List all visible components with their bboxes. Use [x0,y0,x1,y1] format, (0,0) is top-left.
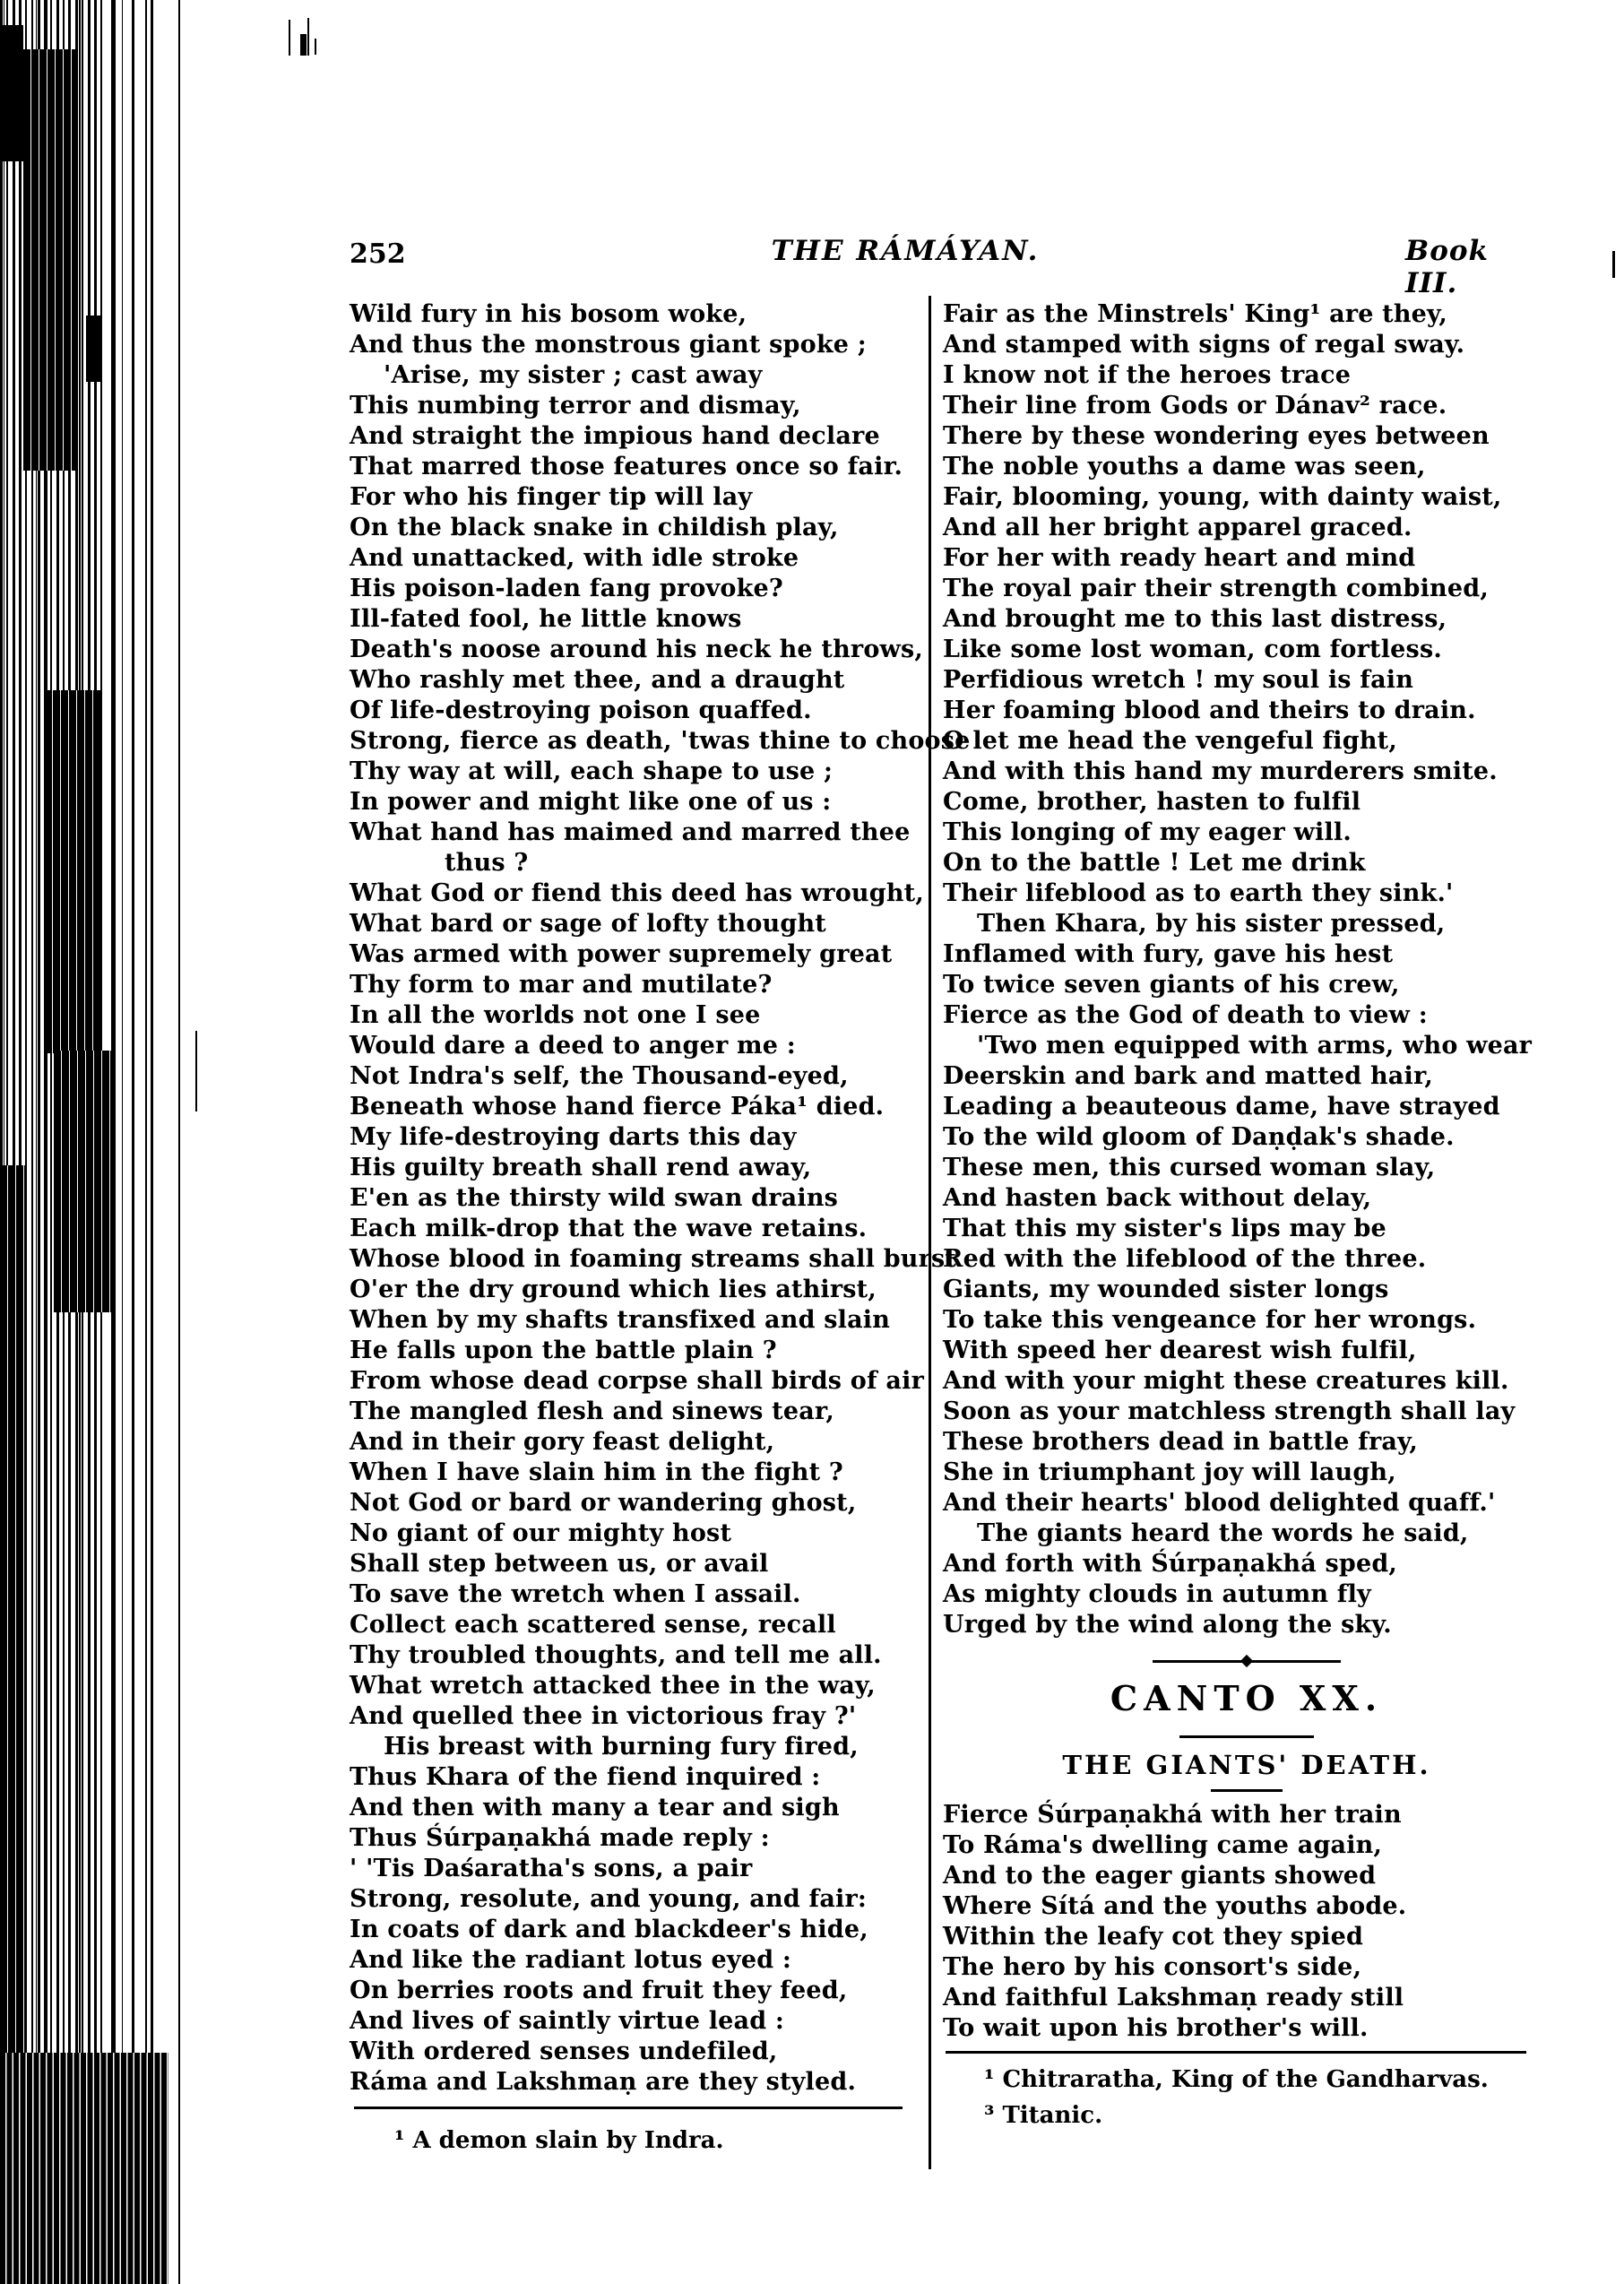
poem-line: thus ? [445,849,529,877]
poem-line: Not God or bard or wandering ghost, [350,1489,857,1517]
poem-line: Their line from Gods or Dánav² race. [943,392,1447,420]
poem-line: This numbing terror and dismay, [350,392,801,420]
scan-tick [289,20,290,56]
poem-line: Fierce Śúrpaṇakhá with her train [943,1801,1402,1829]
poem-line: Like some lost woman, com fortless. [943,636,1442,663]
right-column-canto-stanza [943,1800,1552,2044]
page-header [0,235,1624,299]
poem-line: As mighty clouds in autumn fly [943,1580,1371,1608]
poem-line: Perfidious wretch ! my soul is fain [943,666,1414,694]
poem-line: To save the wretch when I assail. [350,1580,801,1608]
poem-line: Not Indra's self, the Thousand-eyed, [350,1062,849,1090]
poem-line: In coats of dark and blackdeer's hide, [350,1916,868,1943]
poem-line: Then Khara, by his sister pressed, [977,910,1446,938]
poem-line: Of life-destroying poison quaffed. [350,696,812,724]
scan-tick [307,18,309,56]
poem-line: Red with the lifeblood of the three. [943,1245,1427,1273]
poem-line: Ráma and Lakshmaṇ are they styled. [350,2068,857,2096]
poem-line: With ordered senses undefiled, [350,2037,778,2065]
page-number: 252 [350,238,406,270]
footnote-line: ¹ Chitraratha, King of the Gandharvas. [984,2066,1489,2093]
left-footnote-rule [354,2107,903,2109]
poem-line: Death's noose around his neck he throws, [350,636,923,663]
poem-line: These brothers dead in battle fray, [943,1428,1419,1456]
poem-line: O let me head the vengeful fight, [943,727,1397,755]
poem-line: And in their gory feast delight, [350,1428,775,1456]
poem-line: When I have slain him in the fight ? [350,1458,843,1486]
scan-blot [86,316,102,382]
poem-line: This longing of my eager will. [943,818,1352,846]
poem-line: Each milk-drop that the wave retains. [350,1215,868,1242]
poem-line: He falls upon the battle plain ? [350,1337,777,1364]
canto-subheading: THE GIANTS' DEATH. [1062,1750,1431,1780]
poem-line: In power and might like one of us : [350,788,832,816]
poem-line: What bard or sage of lofty thought [350,910,826,938]
poem-line: Where Sítá and the youths abode. [943,1892,1407,1920]
poem-line: Collect each scattered sense, recall [350,1611,836,1639]
poem-line: Would dare a deed to anger me : [350,1032,796,1060]
poem-line: I know not if the heroes trace [943,361,1352,389]
right-stanza-1 [943,299,1552,1640]
poem-line: Giants, my wounded sister longs [943,1276,1389,1303]
poem-line: Deerskin and bark and matted hair, [943,1062,1434,1090]
poem-line: That this my sister's lips may be [943,1215,1386,1242]
poem-line: And like the radiant lotus eyed : [350,1946,792,1974]
poem-line: To twice seven giants of his crew, [943,971,1400,999]
poem-line: ' 'Tis Daśaratha's sons, a pair [350,1855,753,1882]
poem-line: And unattacked, with idle stroke [350,544,799,572]
footnote-line: ³ Titanic. [984,2102,1103,2129]
poem-line: And brought me to this last distress, [943,605,1447,633]
poem-line: The royal pair their strength combined, [943,575,1489,602]
poem-line: Was armed with power supremely great [350,940,893,968]
poem-line: And with your might these creatures kill. [943,1367,1509,1395]
poem-line: And hasten back without delay, [943,1184,1372,1212]
poem-line: And quelled thee in victorious fray ?' [350,1702,857,1730]
poem-line: What hand has maimed and marred thee [350,818,911,846]
canto-subheading-rule [1211,1789,1283,1792]
poem-line: Strong, fierce as death, 'twas thine to choose [350,727,971,755]
poem-line: 'Arise, my sister ; cast away [384,361,763,389]
poem-line: For her with ready heart and mind [943,544,1416,572]
canto-heading-rule [1179,1735,1314,1738]
poem-line: The hero by his consort's side, [943,1953,1362,1981]
poem-line: The noble youths a dame was seen, [943,453,1426,480]
poem-line: O'er the dry ground which lies athirst, [350,1276,877,1303]
poem-line: Within the leafy cot they spied [943,1923,1364,1951]
left-footnote: ¹ A demon slain by Indra. [394,2127,724,2154]
right-column-stanzas [943,299,1552,1640]
poem-line: These men, this cursed woman slay, [943,1154,1436,1181]
poem-line: That marred those features once so fair. [350,453,903,480]
poem-line: His guilty breath shall rend away, [350,1154,812,1181]
poem-line: In all the worlds not one I see [350,1001,761,1029]
poem-line: Thus Śúrpaṇakhá made reply : [350,1824,770,1852]
poem-line: Who rashly met thee, and a draught [350,666,845,694]
poem-line: Leading a beauteous dame, have strayed [943,1093,1500,1120]
poem-line: For who his finger tip will lay [350,483,753,511]
canto-divider-ornament [1153,1660,1341,1663]
poem-line: Thus Khara of the fiend inquired : [350,1763,821,1791]
poem-line: On berries roots and fruit they feed, [350,1977,848,2004]
left-stanza-2 [350,1732,932,2098]
scan-blot [0,2053,168,2284]
poem-line: She in triumphant joy will laugh, [943,1458,1396,1486]
poem-line: And to the eager giants showed [943,1862,1377,1890]
poem-line: On the black snake in childish play, [350,514,839,541]
right-footnote-rule [946,2051,1526,2054]
poem-line: His poison-laden fang provoke? [350,575,783,602]
poem-line: And thus the monstrous giant spoke ; [350,331,867,359]
right-footnotes [984,2062,1489,2133]
poem-line: To the wild gloom of Daṇḍak's shade. [943,1123,1455,1151]
poem-line: Soon as your matchless strength shall lay [943,1397,1516,1425]
poem-line: No giant of our mighty host [350,1519,732,1547]
poem-line: Strong, resolute, and young, and fair: [350,1885,868,1913]
poem-line: On to the battle ! Let me drink [943,849,1366,877]
scan-blot [0,25,23,161]
poem-line: When by my shafts transfixed and slain [350,1306,891,1334]
poem-line: The mangled flesh and sinews tear, [350,1397,834,1425]
poem-line: To take this vengeance for her wrongs. [943,1306,1477,1334]
book-label: Book III. [1405,235,1490,299]
poem-line: Wild fury in his bosom woke, [350,300,747,328]
poem-line: The giants heard the words he said, [977,1519,1469,1547]
poem-line: My life-destroying darts this day [350,1123,797,1151]
poem-line: Urged by the wind along the sky. [943,1611,1392,1639]
poem-line: Beneath whose hand fierce Páka¹ died. [350,1093,885,1120]
poem-line: His breast with burning fury fired, [384,1733,859,1761]
poem-line: There by these wondering eyes between [943,422,1490,450]
poem-line: Fair, blooming, young, with dainty waist, [943,483,1502,511]
running-title: THE RÁMÁYAN. [771,235,1040,267]
poem-line: And their hearts' blood delighted quaff.' [943,1489,1496,1517]
scan-blot [54,1051,115,1312]
poem-line: And then with many a tear and sigh [350,1794,840,1821]
poem-line: And forth with Śúrpaṇakhá sped, [943,1550,1398,1578]
right-stanza-2 [943,1800,1552,2044]
poem-line: 'Two men equipped with arms, who wear [977,1032,1533,1060]
poem-line: From whose dead corpse shall birds of air [350,1367,924,1395]
poem-line: To wait upon his brother's will. [943,2014,1369,2042]
poem-line: What wretch attacked thee in the way, [350,1672,876,1700]
poem-line: And with this hand my murderers smite. [943,757,1498,785]
poem-line: With speed her dearest wish fulfil, [943,1337,1417,1364]
poem-line: E'en as the thirsty wild swan drains [350,1184,839,1212]
poem-line: And lives of saintly virtue lead : [350,2007,785,2035]
poem-line: Shall step between us, or avail [350,1550,769,1578]
scan-tick [300,34,307,56]
poem-line: Thy way at will, each shape to use ; [350,757,834,785]
canto-heading: CANTO XX. [1110,1678,1384,1718]
poem-line: What God or fiend this deed has wrought, [350,879,924,907]
poem-line: Fierce as the God of death to view : [943,1001,1428,1029]
scan-blot [45,690,100,1053]
poem-line: Thy form to mar and mutilate? [350,971,773,999]
scan-stray-line [195,1031,197,1112]
poem-line: Ill-fated fool, he little knows [350,605,742,633]
left-column [350,299,971,2098]
poem-line: And faithful Lakshmaṇ ready still [943,1984,1404,2011]
poem-line: To Ráma's dwelling came again, [943,1831,1383,1859]
poem-line: Come, brother, hasten to fulfil [943,788,1361,816]
poem-line: Thy troubled thoughts, and tell me all. [350,1641,882,1669]
left-stanza-1 [350,299,971,1732]
poem-line: And all her bright apparel graced. [943,514,1412,541]
poem-line: Their lifeblood as to earth they sink.' [943,879,1454,907]
poem-line: Fair as the Minstrels' King¹ are they, [943,300,1447,328]
poem-line: And stamped with signs of regal sway. [943,331,1465,359]
poem-line: Whose blood in foaming streams shall burst [350,1245,957,1273]
poem-line: Her foaming blood and theirs to drain. [943,696,1476,724]
poem-line: And straight the impious hand declare [350,422,880,450]
scan-tick [315,39,316,55]
poem-line: Inflamed with fury, gave his hest [943,940,1394,968]
